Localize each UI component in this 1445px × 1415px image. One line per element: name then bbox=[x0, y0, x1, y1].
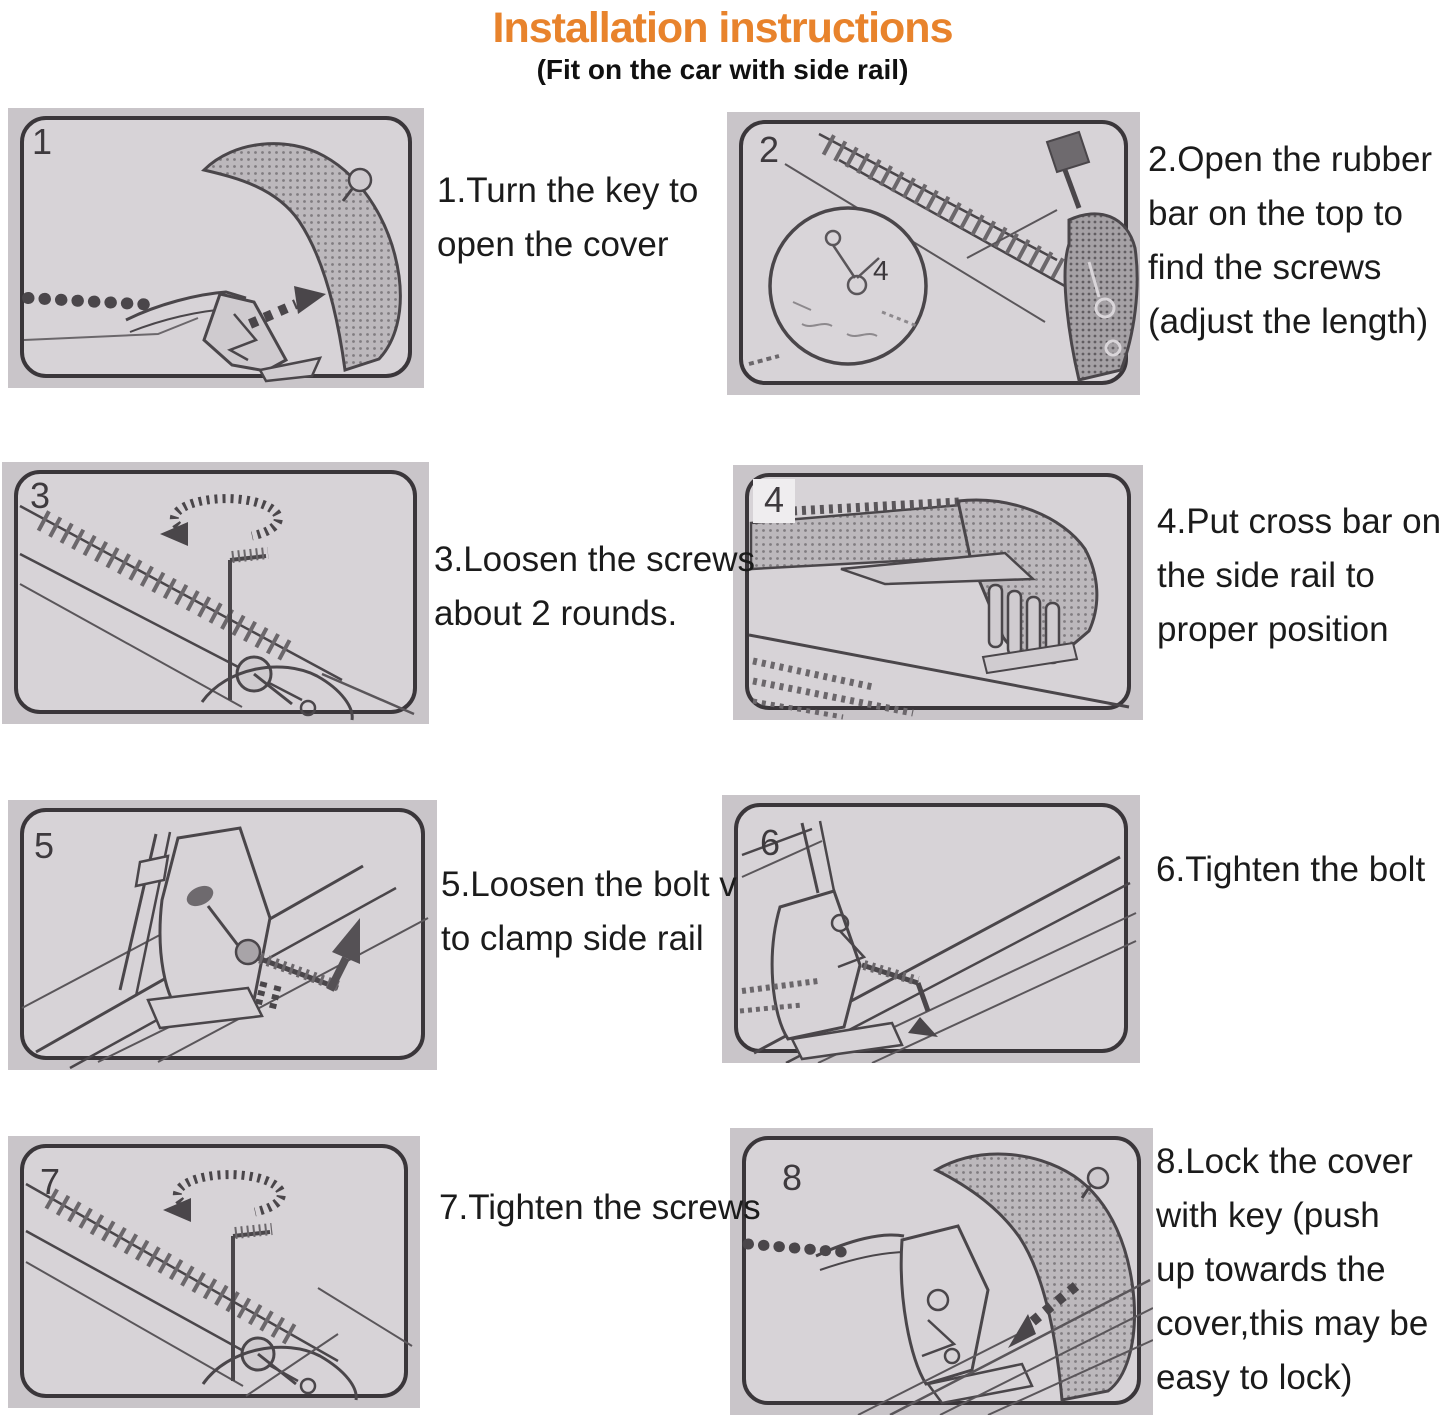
step-number: 1 bbox=[32, 121, 53, 162]
key-icon bbox=[1088, 1168, 1108, 1188]
step-3-panel bbox=[2, 462, 429, 724]
step-5-panel bbox=[8, 800, 437, 1070]
step-1-panel bbox=[8, 108, 424, 388]
step-7-panel bbox=[8, 1136, 420, 1408]
step-7-illustration bbox=[8, 1136, 420, 1408]
step-4-caption: 4.Put cross bar on the side rail to proper position bbox=[1157, 502, 1442, 649]
step-1-illustration bbox=[8, 108, 424, 388]
step-6-caption: 6.Tighten the bolt bbox=[1156, 850, 1426, 889]
step-number: 8 bbox=[782, 1157, 803, 1198]
step-8-caption: 8.Lock the cover with key (push up towards the cover,this may be easy to lock) bbox=[1156, 1142, 1429, 1397]
step-number: 2 bbox=[759, 129, 780, 170]
step-7-caption: 7.Tighten the screws bbox=[439, 1188, 761, 1227]
step-1-caption: 1.Turn the key to open the cover bbox=[437, 171, 699, 264]
step-number: 7 bbox=[40, 1161, 61, 1202]
page-title: Installation instructions bbox=[492, 4, 953, 52]
step-8-panel bbox=[730, 1128, 1153, 1415]
step-number: 4 bbox=[753, 479, 795, 523]
page-subtitle: (Fit on the car with side rail) bbox=[536, 54, 909, 85]
step-3-illustration bbox=[2, 462, 429, 724]
step-5-illustration bbox=[8, 800, 437, 1070]
foot-body bbox=[1065, 214, 1137, 380]
step-5-caption: 5.Loosen the bolt v to clamp side rail bbox=[441, 865, 737, 958]
clamp-tooth bbox=[1008, 591, 1021, 655]
step-number: 6 bbox=[760, 822, 781, 863]
magnifier-label: 4 bbox=[873, 255, 889, 286]
key-icon bbox=[349, 169, 371, 191]
step-2-caption: 2.Open the rubber bar on the top to find the screws (adjust the length) bbox=[1148, 140, 1433, 341]
step-6-panel bbox=[722, 795, 1140, 1063]
step-2-panel bbox=[727, 112, 1140, 395]
step-number: 5 bbox=[34, 825, 55, 866]
step-4-panel bbox=[733, 465, 1143, 720]
bolt bbox=[236, 940, 260, 964]
step-3-caption: 3.Loosen the screws about 2 rounds. bbox=[434, 540, 756, 633]
step-6-illustration bbox=[722, 795, 1140, 1063]
step-2-illustration bbox=[727, 112, 1140, 395]
step-number: 3 bbox=[30, 475, 51, 516]
clamp-tooth bbox=[989, 585, 1002, 647]
